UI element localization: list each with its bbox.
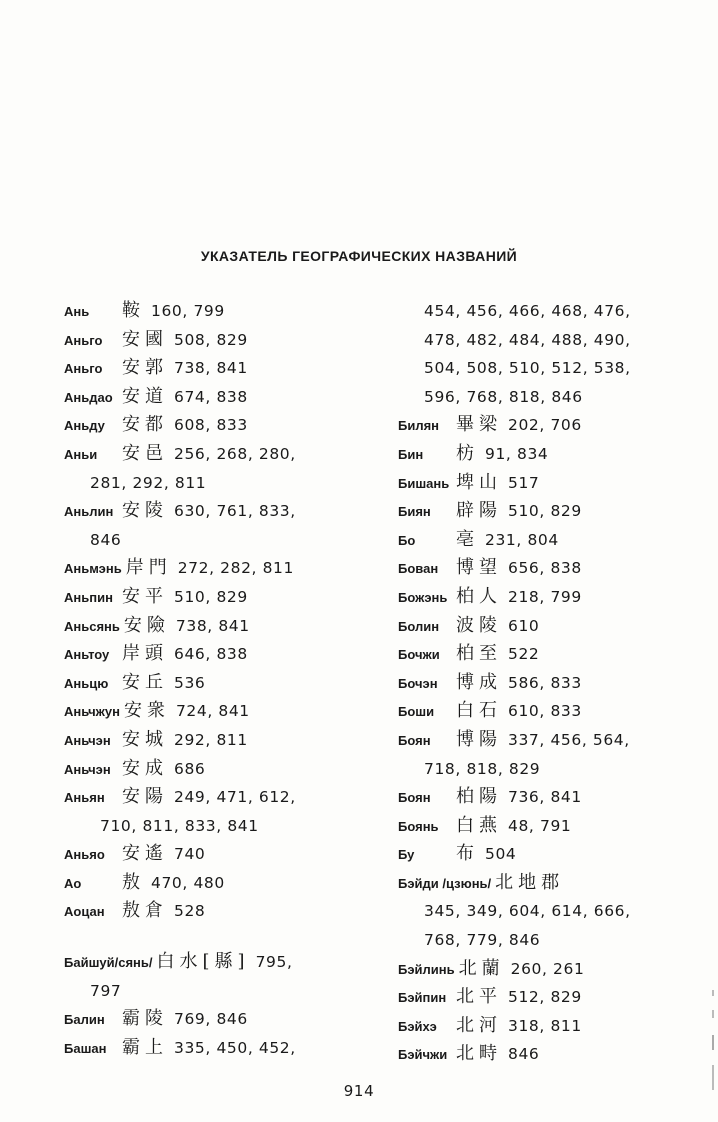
index-entry — [398, 669, 698, 698]
index-entry — [64, 554, 394, 583]
entry-characters: 辟陽 — [456, 500, 502, 522]
entry-continuation: 345, 349, 604, 614, 666, — [424, 902, 631, 921]
index-entry — [64, 411, 394, 440]
index-entry — [64, 354, 394, 383]
entry-pages: 272, 282, 811 — [177, 559, 294, 578]
entry-heading: Бин — [398, 446, 424, 462]
entry-heading: Боянь — [398, 818, 439, 834]
index-entry — [64, 948, 394, 977]
entry-characters: 安陵 — [122, 500, 168, 522]
index-entry — [398, 469, 698, 498]
index-entry — [64, 1034, 394, 1063]
entry-continuation: 454, 456, 466, 468, 476, — [424, 302, 631, 320]
entry-heading: Болин — [398, 618, 440, 634]
entry-pages: 337, 456, 564, — [508, 730, 630, 749]
index-entry — [398, 697, 698, 726]
entry-pages: 508, 829 — [174, 330, 248, 349]
entry-pages: 202, 706 — [508, 416, 582, 435]
entry-heading: Аоцан — [64, 904, 105, 920]
index-entry — [398, 1040, 698, 1069]
index-entry — [64, 383, 394, 412]
entry-pages: 736, 841 — [508, 788, 582, 807]
entry-pages: 656, 838 — [508, 559, 582, 578]
entry-characters: 鞍 — [122, 300, 145, 321]
entry-pages: 738, 841 — [175, 616, 250, 635]
entry-pages: 738, 841 — [174, 359, 248, 378]
index-entry — [64, 669, 394, 698]
entry-heading: Бэйлинь — [398, 961, 455, 977]
entry-characters: 北地郡 — [495, 871, 565, 893]
entry-pages: 160, 799 — [151, 302, 225, 320]
entry-pages: 536 — [174, 673, 206, 692]
entry-pages: 630, 761, 833, — [174, 502, 296, 521]
entry-pages: 686 — [174, 759, 206, 778]
entry-heading: Аньлин — [64, 504, 114, 520]
entry-continuation: 504, 508, 510, 512, 538, — [424, 359, 631, 378]
entry-continuation: 718, 818, 829 — [424, 759, 541, 778]
entry-pages: 528 — [174, 902, 206, 921]
entry-characters: 博成 — [456, 671, 502, 693]
page-number: 914 — [343, 1082, 375, 1100]
entry-pages: 740 — [174, 845, 206, 864]
entry-characters: 枋 — [456, 442, 479, 464]
index-entry — [64, 583, 394, 612]
entry-heading: Бован — [398, 561, 439, 577]
index-entry — [398, 440, 698, 469]
entry-continuation: 797 — [90, 981, 122, 1000]
entry-pages: 586, 833 — [508, 673, 582, 692]
index-entry — [64, 697, 394, 726]
entry-characters: 安郭 — [122, 357, 168, 379]
entry-pages: 610, 833 — [508, 702, 582, 721]
entry-continuation: 768, 779, 846 — [424, 931, 541, 950]
entry-characters: 安陽 — [122, 786, 168, 808]
entry-heading: Аньго — [64, 332, 103, 348]
entry-characters: 畢梁 — [456, 414, 502, 436]
index-entry — [64, 297, 394, 326]
entry-heading: Аньцю — [64, 675, 109, 691]
index-entry — [64, 897, 394, 926]
entry-continuation: 478, 482, 484, 488, 490, — [424, 330, 631, 349]
entry-pages: 91, 834 — [485, 444, 549, 463]
entry-pages: 724, 841 — [175, 702, 250, 721]
entry-heading: Байшуй/сянь/ — [64, 955, 153, 971]
entry-heading: Божэнь — [398, 589, 448, 605]
entry-characters: 亳 — [456, 528, 479, 550]
entry-continuation: 596, 768, 818, 846 — [424, 387, 583, 406]
entry-characters: 北河 — [456, 1014, 502, 1036]
index-entry — [398, 411, 698, 440]
entry-characters: 岸頭 — [122, 643, 168, 665]
entry-heading: Биян — [398, 504, 431, 520]
entry-characters: 安道 — [122, 385, 168, 407]
entry-heading: Башан — [64, 1040, 107, 1056]
index-entry — [398, 612, 698, 641]
entry-pages: 318, 811 — [508, 1016, 582, 1035]
entry-pages: 846 — [508, 1045, 540, 1064]
entry-heading: Ао — [64, 875, 82, 891]
entry-continuation: 710, 811, 833, 841 — [100, 816, 259, 835]
entry-heading: Бэйчжи — [398, 1047, 448, 1063]
entry-heading: Аньяо — [64, 847, 105, 863]
index-entry — [398, 840, 698, 869]
entry-characters: 北畤 — [456, 1043, 502, 1065]
entry-characters: 博陽 — [456, 728, 502, 750]
entry-characters: 安國 — [122, 328, 168, 350]
scan-edge-mark — [712, 990, 714, 1090]
entry-heading: Аньго — [64, 361, 103, 377]
entry-characters: 柏至 — [456, 643, 502, 665]
blank-separator — [64, 926, 394, 948]
entry-characters: 霸上 — [122, 1036, 168, 1058]
entry-characters: 柏陽 — [456, 786, 502, 808]
entry-characters: 霸陵 — [122, 1008, 168, 1030]
entry-heading: Боян — [398, 790, 431, 806]
index-entry — [398, 1012, 698, 1041]
entry-pages: 646, 838 — [174, 645, 248, 664]
entry-heading: Аньду — [64, 418, 105, 434]
entry-characters: 白燕 — [456, 814, 502, 836]
entry-characters: 波陵 — [456, 614, 502, 636]
entry-characters: 埤山 — [456, 471, 502, 493]
entry-characters: 敖倉 — [122, 900, 168, 922]
entry-continuation: 846 — [90, 530, 122, 549]
entry-characters: 安成 — [122, 757, 168, 779]
index-entry — [398, 869, 698, 898]
entry-heading: Аньчэн — [64, 732, 111, 748]
entry-pages: 260, 261 — [510, 959, 585, 978]
entry-heading: Аньян — [64, 790, 105, 806]
entry-pages: 517 — [508, 473, 540, 492]
entry-pages: 510, 829 — [508, 502, 582, 521]
entry-heading: Балин — [64, 1012, 105, 1028]
entry-heading: Бэйхэ — [398, 1018, 437, 1034]
entry-pages: 674, 838 — [174, 387, 248, 406]
entry-characters: 岸門 — [125, 557, 172, 579]
entry-characters: 安城 — [122, 728, 168, 750]
entry-heading: Аньчжун — [64, 704, 120, 720]
entry-heading: Бо — [398, 532, 416, 548]
entry-pages: 292, 811 — [174, 730, 248, 749]
entry-characters: 安都 — [122, 414, 168, 436]
index-entry — [64, 869, 394, 898]
index-entry — [398, 955, 698, 984]
entry-characters: 安遙 — [122, 843, 168, 865]
entry-heading: Билян — [398, 418, 440, 434]
index-entry — [398, 526, 698, 555]
entry-characters: 敖 — [122, 871, 145, 893]
entry-characters: 柏人 — [456, 585, 502, 607]
entry-pages: 608, 833 — [174, 416, 248, 435]
entry-pages: 335, 450, 452, — [174, 1038, 296, 1057]
entry-characters: 安衆 — [123, 700, 170, 722]
entry-heading: Аньтоу — [64, 647, 110, 663]
index-entry — [64, 1005, 394, 1034]
entry-characters: 安丘 — [122, 671, 168, 693]
entry-characters: 安平 — [122, 585, 168, 607]
index-column-left — [64, 297, 394, 1062]
index-entry — [64, 840, 394, 869]
entry-characters: 安險 — [123, 614, 170, 636]
index-entry — [398, 726, 698, 755]
entry-pages: 231, 804 — [485, 530, 559, 549]
entry-pages: 249, 471, 612, — [174, 788, 296, 807]
entry-characters: 博望 — [456, 557, 502, 579]
index-entry — [64, 497, 394, 526]
index-entry — [64, 726, 394, 755]
entry-pages: 795, — [255, 953, 293, 972]
index-entry — [64, 640, 394, 669]
entry-pages: 522 — [508, 645, 540, 664]
index-entry — [398, 497, 698, 526]
entry-pages: 510, 829 — [174, 587, 248, 606]
entry-pages: 769, 846 — [174, 1010, 248, 1029]
entry-pages: 470, 480 — [151, 873, 225, 892]
entry-pages: 504 — [485, 845, 517, 864]
index-entry — [64, 783, 394, 812]
entry-heading: Бэйди /цзюнь/ — [398, 875, 492, 891]
page-title: УКАЗАТЕЛЬ ГЕОГРАФИЧЕСКИХ НАЗВАНИЙ — [200, 248, 518, 264]
entry-characters: 安邑 — [122, 442, 168, 464]
index-entry — [64, 326, 394, 355]
index-entry — [64, 755, 394, 784]
entry-pages: 48, 791 — [508, 816, 572, 835]
entry-characters: 北蘭 — [458, 957, 505, 979]
entry-heading: Бочэн — [398, 675, 438, 691]
entry-heading: Аньчэн — [64, 761, 111, 777]
entry-characters: 北平 — [456, 986, 502, 1008]
index-entry — [398, 812, 698, 841]
entry-continuation: 281, 292, 811 — [90, 473, 207, 492]
entry-heading: Бишань — [398, 475, 450, 491]
entry-heading: Аньи — [64, 446, 98, 462]
entry-characters: 白石 — [456, 700, 502, 722]
index-entry — [398, 640, 698, 669]
index-entry — [398, 783, 698, 812]
entry-heading: Аньпин — [64, 589, 113, 605]
entry-heading: Аньдао — [64, 389, 113, 405]
entry-heading: Ань — [64, 304, 90, 319]
index-entry — [398, 583, 698, 612]
entry-heading: Бочжи — [398, 647, 440, 663]
entry-heading: Бэйпин — [398, 990, 447, 1006]
index-column-right — [398, 297, 698, 1069]
entry-pages: 256, 268, 280, — [174, 444, 296, 463]
entry-heading: Аньмэнь — [64, 561, 122, 577]
index-entry — [398, 983, 698, 1012]
entry-pages: 610 — [508, 616, 540, 635]
index-entry — [64, 612, 394, 641]
entry-heading: Боши — [398, 704, 435, 720]
entry-heading: Боян — [398, 732, 431, 748]
entry-heading: Аньсянь — [64, 618, 120, 634]
entry-characters: 白水[縣] — [156, 951, 250, 973]
index-entry — [64, 440, 394, 469]
entry-characters: 布 — [456, 843, 479, 865]
index-entry — [398, 554, 698, 583]
entry-pages: 512, 829 — [508, 988, 582, 1007]
entry-pages: 218, 799 — [508, 587, 582, 606]
entry-heading: Бу — [398, 847, 415, 863]
